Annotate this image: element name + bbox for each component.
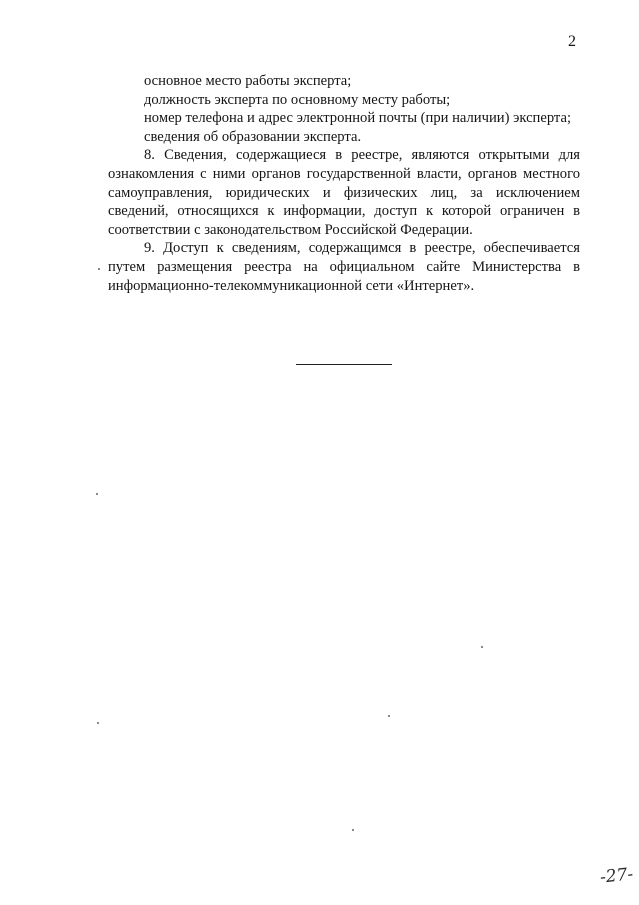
scan-speck bbox=[97, 722, 99, 724]
page-number: 2 bbox=[568, 33, 576, 50]
scan-speck bbox=[388, 715, 390, 717]
handwritten-page-number: -27- bbox=[599, 864, 635, 888]
scan-speck bbox=[98, 268, 100, 270]
document-body bbox=[108, 72, 580, 295]
paragraph-item-8: 8. Сведения, содержащиеся в реестре, являются открытыми для ознакомления с ними органов государственной власти, органов местного самоуправления, юридических и физических лиц, за исключением сведений, относящихся к информации, доступ к которой ограничен в соответствии с законодательством Российской Федерации. bbox=[108, 147, 580, 238]
paragraph-contacts: номер телефона и адрес электронной почты (при наличии) эксперта; bbox=[144, 110, 572, 127]
scan-speck bbox=[352, 829, 354, 831]
paragraph-workplace: основное место работы эксперта; bbox=[144, 73, 352, 89]
paragraph-position: должность эксперта по основному месту работы; bbox=[144, 91, 451, 108]
paragraph-item-9: 9. Доступ к сведениям, содержащимся в реестре, обеспечивается путем размещения реестра на официальном сайте Министерства в информационно-телекоммуникационной сети «Интернет». bbox=[108, 240, 580, 294]
end-of-text-rule bbox=[296, 364, 392, 365]
scan-speck bbox=[96, 493, 98, 495]
paragraph-education: сведения об образовании эксперта. bbox=[144, 128, 362, 145]
scan-speck bbox=[481, 646, 483, 648]
